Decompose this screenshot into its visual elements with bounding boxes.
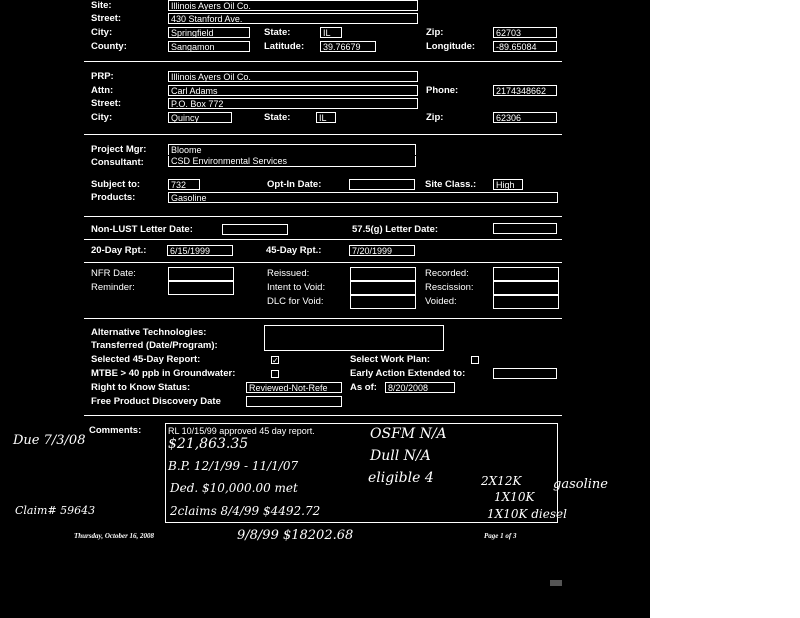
street-value: 430 Stanford Ave. — [168, 13, 418, 24]
divider — [84, 415, 562, 416]
recorded-value — [493, 267, 559, 281]
intent-label: Intent to Void: — [267, 282, 326, 293]
swp-checkbox[interactable] — [471, 356, 479, 364]
longitude-label: Longitude: — [426, 41, 476, 52]
recorded-label: Recorded: — [425, 268, 469, 279]
siteclass-label: Site Class.: — [425, 179, 477, 190]
prp-value: Illinois Ayers Oil Co. — [168, 71, 418, 82]
asof-value: 8/20/2008 — [385, 382, 455, 393]
handwritten-gasoline: gasoline — [553, 477, 608, 492]
subject-value: 732 — [168, 179, 200, 190]
day20-label: 20-Day Rpt.: — [91, 245, 147, 256]
dlc-value — [350, 295, 416, 309]
county-value: Sangamon — [168, 41, 250, 52]
county-label: County: — [91, 41, 127, 52]
longitude-value: -89.65084 — [493, 41, 557, 52]
comments-text: RL 10/15/99 approved 45 day report. — [168, 426, 315, 436]
street-label: Street: — [91, 13, 122, 24]
early-label: Early Action Extended to: — [350, 368, 466, 379]
divider — [84, 216, 562, 217]
early-value — [493, 368, 557, 379]
phone-value: 2174348662 — [493, 85, 557, 96]
phone-label: Phone: — [426, 85, 459, 96]
dlc-label: DLC for Void: — [267, 296, 324, 307]
city-label: City: — [91, 27, 113, 38]
voided-label: Voided: — [425, 296, 457, 307]
project-mgr-value: Bloome — [168, 144, 416, 155]
state-label: State: — [264, 27, 291, 38]
city-value: Springfield — [168, 27, 250, 38]
reminder-value — [168, 281, 234, 295]
rescission-label: Rescission: — [425, 282, 474, 293]
siteclass-value: High — [493, 179, 523, 190]
day45-value: 7/20/1999 — [349, 245, 415, 256]
transferred-label: Transferred (Date/Program): — [91, 340, 218, 351]
optin-label: Opt-In Date: — [267, 179, 322, 190]
prp-state-label: State: — [264, 112, 291, 123]
divider — [84, 318, 562, 319]
site-label: Site: — [91, 0, 112, 11]
nonlust-value — [222, 224, 288, 235]
prp-zip-value: 62306 — [493, 112, 557, 123]
prp-city-value: Quincy — [168, 112, 232, 123]
day45-label: 45-Day Rpt.: — [266, 245, 322, 256]
latitude-label: Latitude: — [264, 41, 305, 52]
fpd-value — [246, 396, 342, 407]
handwritten-tanks-2: 1X10K — [494, 490, 535, 504]
latitude-value: 39.76679 — [320, 41, 376, 52]
alt-tech-label: Alternative Technologies: — [91, 327, 207, 338]
attn-value: Carl Adams — [168, 85, 418, 96]
letter575-value — [493, 223, 557, 234]
divider — [84, 239, 562, 240]
sel45-checkbox[interactable]: ✓ — [272, 356, 279, 365]
margin-due-note: Due 7/3/08 — [13, 433, 86, 448]
handwritten-osfm: OSFM N/A — [370, 426, 447, 442]
intent-value — [350, 281, 416, 295]
sel45-label: Selected 45-Day Report: — [91, 354, 201, 365]
products-value: Gasoline — [168, 192, 558, 203]
rescission-value — [493, 281, 559, 295]
nfr-value — [168, 267, 234, 281]
handwritten-deductible: Ded. $10,000.00 met — [170, 481, 298, 495]
margin-claim-note: Claim# 59643 — [15, 504, 96, 517]
handwritten-tanks-3: 1X10K diesel — [487, 507, 567, 521]
scan-artifact — [550, 580, 562, 586]
alt-tech-value — [264, 325, 444, 351]
footer-date: Thursday, October 16, 2008 — [74, 532, 155, 540]
consultant-label: Consultant: — [91, 157, 144, 168]
optin-value — [349, 179, 415, 190]
consultant-value: CSD Environmental Services — [168, 156, 416, 167]
handwritten-date2: 9/8/99 $18202.68 — [237, 528, 354, 543]
rtk-label: Right to Know Status: — [91, 382, 191, 393]
subject-label: Subject to: — [91, 179, 141, 190]
handwritten-dull: Dull N/A — [370, 448, 431, 464]
voided-value — [493, 295, 559, 309]
mtbe-label: MTBE > 40 ppb in Groundwater: — [91, 368, 236, 379]
nfr-label: NFR Date: — [91, 268, 136, 279]
letter575-label: 57.5(g) Letter Date: — [352, 224, 439, 235]
prp-city-label: City: — [91, 112, 113, 123]
attn-label: Attn: — [91, 85, 114, 96]
handwritten-amount: $21,863.35 — [168, 436, 249, 452]
divider — [84, 61, 562, 62]
divider — [84, 134, 562, 135]
nonlust-label: Non-LUST Letter Date: — [91, 224, 193, 235]
footer-page: Page 1 of 3 — [484, 532, 517, 540]
prp-label: PRP: — [91, 71, 114, 82]
zip-label: Zip: — [426, 27, 444, 38]
mtbe-checkbox[interactable] — [271, 370, 279, 378]
handwritten-claims: 2claims 8/4/99 $4492.72 — [170, 504, 321, 518]
comments-label: Comments: — [89, 425, 142, 436]
rtk-value: Reviewed-Not-Refe — [246, 382, 342, 393]
swp-label: Select Work Plan: — [350, 354, 431, 365]
products-label: Products: — [91, 192, 136, 203]
prp-street-label: Street: — [91, 98, 122, 109]
prp-state-value: IL — [316, 112, 336, 123]
divider — [84, 262, 562, 263]
zip-value: 62703 — [493, 27, 557, 38]
handwritten-eligible: eligible 4 — [368, 470, 434, 486]
prp-zip-label: Zip: — [426, 112, 444, 123]
reminder-label: Reminder: — [91, 282, 135, 293]
reissued-label: Reissued: — [267, 268, 310, 279]
prp-street-value: P.O. Box 772 — [168, 98, 418, 109]
handwritten-bp: B.P. 12/1/99 - 11/1/07 — [168, 459, 299, 473]
fpd-label: Free Product Discovery Date — [91, 396, 221, 407]
asof-label: As of: — [350, 382, 377, 393]
reissued-value — [350, 267, 416, 281]
day20-value: 6/15/1999 — [167, 245, 233, 256]
state-value: IL — [320, 27, 342, 38]
project-mgr-label: Project Mgr: — [91, 144, 147, 155]
handwritten-tanks-1: 2X12K — [481, 474, 522, 488]
site-value: Illinois Ayers Oil Co. — [168, 0, 418, 11]
